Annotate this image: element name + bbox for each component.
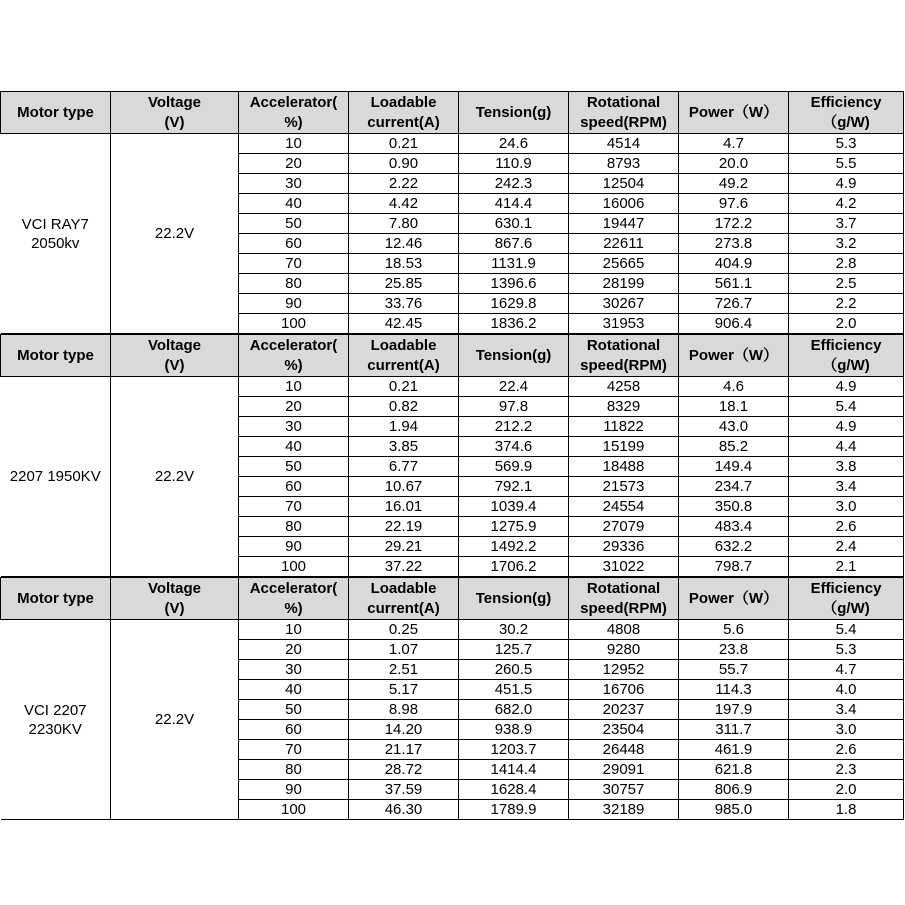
header-voltage: Voltage (V) bbox=[111, 335, 239, 377]
cell-efficiency: 2.6 bbox=[789, 740, 904, 760]
cell-tension: 451.5 bbox=[459, 680, 569, 700]
cell-speed: 16706 bbox=[569, 680, 679, 700]
cell-efficiency: 3.0 bbox=[789, 720, 904, 740]
cell-power: 197.9 bbox=[679, 700, 789, 720]
cell-current: 37.59 bbox=[349, 780, 459, 800]
cell-power: 726.7 bbox=[679, 294, 789, 314]
motor-block-2 bbox=[0, 334, 904, 577]
cell-efficiency: 3.4 bbox=[789, 477, 904, 497]
cell-speed: 4808 bbox=[569, 620, 679, 640]
cell-current: 29.21 bbox=[349, 537, 459, 557]
cell-speed: 28199 bbox=[569, 274, 679, 294]
cell-tension: 1836.2 bbox=[459, 314, 569, 334]
cell-accelerator: 80 bbox=[239, 274, 349, 294]
cell-speed: 31022 bbox=[569, 557, 679, 577]
cell-power: 20.0 bbox=[679, 154, 789, 174]
cell-accelerator: 50 bbox=[239, 700, 349, 720]
header-efficiency: Efficiency （g/W) bbox=[789, 335, 904, 377]
cell-efficiency: 5.5 bbox=[789, 154, 904, 174]
cell-tension: 1039.4 bbox=[459, 497, 569, 517]
header-power: Power（W） bbox=[679, 578, 789, 620]
cell-current: 1.07 bbox=[349, 640, 459, 660]
cell-tension: 938.9 bbox=[459, 720, 569, 740]
cell-accelerator: 30 bbox=[239, 417, 349, 437]
cell-speed: 30267 bbox=[569, 294, 679, 314]
cell-speed: 4258 bbox=[569, 377, 679, 397]
cell-efficiency: 1.8 bbox=[789, 800, 904, 820]
header-tension: Tension(g) bbox=[459, 92, 569, 134]
header-current: Loadable current(A) bbox=[349, 335, 459, 377]
cell-efficiency: 4.2 bbox=[789, 194, 904, 214]
table-row bbox=[1, 620, 904, 640]
motor-voltage: 22.2V bbox=[111, 620, 239, 820]
header-row bbox=[1, 578, 904, 620]
cell-efficiency: 4.0 bbox=[789, 680, 904, 700]
cell-speed: 16006 bbox=[569, 194, 679, 214]
header-current: Loadable current(A) bbox=[349, 578, 459, 620]
motor-name: 2207 1950KV bbox=[1, 377, 111, 577]
cell-efficiency: 3.0 bbox=[789, 497, 904, 517]
cell-efficiency: 2.0 bbox=[789, 314, 904, 334]
cell-accelerator: 50 bbox=[239, 214, 349, 234]
motor-name: VCI 2207 2230KV bbox=[1, 620, 111, 820]
cell-efficiency: 4.9 bbox=[789, 377, 904, 397]
cell-tension: 867.6 bbox=[459, 234, 569, 254]
cell-accelerator: 90 bbox=[239, 294, 349, 314]
header-tension: Tension(g) bbox=[459, 335, 569, 377]
cell-efficiency: 4.7 bbox=[789, 660, 904, 680]
cell-speed: 32189 bbox=[569, 800, 679, 820]
cell-accelerator: 30 bbox=[239, 660, 349, 680]
cell-current: 8.98 bbox=[349, 700, 459, 720]
header-motor-type: Motor type bbox=[1, 578, 111, 620]
cell-accelerator: 70 bbox=[239, 254, 349, 274]
cell-efficiency: 2.8 bbox=[789, 254, 904, 274]
cell-power: 172.2 bbox=[679, 214, 789, 234]
cell-current: 2.22 bbox=[349, 174, 459, 194]
cell-current: 33.76 bbox=[349, 294, 459, 314]
cell-accelerator: 10 bbox=[239, 620, 349, 640]
cell-accelerator: 20 bbox=[239, 397, 349, 417]
cell-tension: 682.0 bbox=[459, 700, 569, 720]
cell-speed: 8329 bbox=[569, 397, 679, 417]
cell-efficiency: 2.3 bbox=[789, 760, 904, 780]
cell-accelerator: 20 bbox=[239, 154, 349, 174]
header-speed: Rotational speed(RPM) bbox=[569, 335, 679, 377]
cell-accelerator: 10 bbox=[239, 377, 349, 397]
cell-speed: 19447 bbox=[569, 214, 679, 234]
cell-power: 5.6 bbox=[679, 620, 789, 640]
cell-current: 2.51 bbox=[349, 660, 459, 680]
cell-accelerator: 10 bbox=[239, 134, 349, 154]
cell-accelerator: 80 bbox=[239, 517, 349, 537]
cell-speed: 11822 bbox=[569, 417, 679, 437]
cell-power: 55.7 bbox=[679, 660, 789, 680]
cell-tension: 414.4 bbox=[459, 194, 569, 214]
cell-accelerator: 60 bbox=[239, 720, 349, 740]
header-power: Power（W） bbox=[679, 335, 789, 377]
cell-power: 97.6 bbox=[679, 194, 789, 214]
cell-tension: 24.6 bbox=[459, 134, 569, 154]
cell-current: 7.80 bbox=[349, 214, 459, 234]
cell-power: 4.7 bbox=[679, 134, 789, 154]
cell-efficiency: 4.9 bbox=[789, 174, 904, 194]
cell-power: 4.6 bbox=[679, 377, 789, 397]
cell-efficiency: 5.4 bbox=[789, 397, 904, 417]
header-efficiency: Efficiency （g/W) bbox=[789, 578, 904, 620]
cell-accelerator: 20 bbox=[239, 640, 349, 660]
cell-power: 350.8 bbox=[679, 497, 789, 517]
header-tension: Tension(g) bbox=[459, 578, 569, 620]
cell-current: 6.77 bbox=[349, 457, 459, 477]
cell-current: 0.90 bbox=[349, 154, 459, 174]
cell-accelerator: 60 bbox=[239, 234, 349, 254]
cell-tension: 30.2 bbox=[459, 620, 569, 640]
cell-speed: 25665 bbox=[569, 254, 679, 274]
header-speed: Rotational speed(RPM) bbox=[569, 578, 679, 620]
header-efficiency: Efficiency （g/W) bbox=[789, 92, 904, 134]
cell-tension: 1203.7 bbox=[459, 740, 569, 760]
cell-power: 985.0 bbox=[679, 800, 789, 820]
cell-power: 114.3 bbox=[679, 680, 789, 700]
cell-speed: 21573 bbox=[569, 477, 679, 497]
cell-accelerator: 40 bbox=[239, 437, 349, 457]
cell-tension: 1131.9 bbox=[459, 254, 569, 274]
cell-efficiency: 3.8 bbox=[789, 457, 904, 477]
cell-current: 10.67 bbox=[349, 477, 459, 497]
cell-tension: 97.8 bbox=[459, 397, 569, 417]
motor-test-spreadsheet bbox=[0, 91, 903, 818]
cell-tension: 1628.4 bbox=[459, 780, 569, 800]
cell-power: 234.7 bbox=[679, 477, 789, 497]
cell-power: 404.9 bbox=[679, 254, 789, 274]
cell-efficiency: 2.5 bbox=[789, 274, 904, 294]
cell-tension: 1629.8 bbox=[459, 294, 569, 314]
cell-current: 28.72 bbox=[349, 760, 459, 780]
cell-speed: 15199 bbox=[569, 437, 679, 457]
cell-tension: 1706.2 bbox=[459, 557, 569, 577]
cell-current: 21.17 bbox=[349, 740, 459, 760]
cell-current: 4.42 bbox=[349, 194, 459, 214]
cell-current: 5.17 bbox=[349, 680, 459, 700]
cell-current: 0.25 bbox=[349, 620, 459, 640]
motor-voltage: 22.2V bbox=[111, 377, 239, 577]
cell-current: 25.85 bbox=[349, 274, 459, 294]
cell-tension: 260.5 bbox=[459, 660, 569, 680]
cell-accelerator: 50 bbox=[239, 457, 349, 477]
cell-power: 23.8 bbox=[679, 640, 789, 660]
cell-accelerator: 70 bbox=[239, 497, 349, 517]
cell-accelerator: 90 bbox=[239, 780, 349, 800]
cell-power: 18.1 bbox=[679, 397, 789, 417]
cell-speed: 9280 bbox=[569, 640, 679, 660]
cell-efficiency: 4.4 bbox=[789, 437, 904, 457]
header-row bbox=[1, 92, 904, 134]
table-row bbox=[1, 377, 904, 397]
cell-current: 16.01 bbox=[349, 497, 459, 517]
header-accelerator: Accelerator( %) bbox=[239, 92, 349, 134]
cell-current: 42.45 bbox=[349, 314, 459, 334]
header-row bbox=[1, 335, 904, 377]
cell-power: 85.2 bbox=[679, 437, 789, 457]
cell-tension: 792.1 bbox=[459, 477, 569, 497]
cell-tension: 110.9 bbox=[459, 154, 569, 174]
cell-power: 483.4 bbox=[679, 517, 789, 537]
cell-speed: 30757 bbox=[569, 780, 679, 800]
cell-speed: 24554 bbox=[569, 497, 679, 517]
header-voltage: Voltage (V) bbox=[111, 578, 239, 620]
cell-speed: 18488 bbox=[569, 457, 679, 477]
cell-tension: 1789.9 bbox=[459, 800, 569, 820]
cell-speed: 12504 bbox=[569, 174, 679, 194]
cell-speed: 8793 bbox=[569, 154, 679, 174]
cell-power: 273.8 bbox=[679, 234, 789, 254]
header-accelerator: Accelerator( %) bbox=[239, 578, 349, 620]
header-current: Loadable current(A) bbox=[349, 92, 459, 134]
cell-accelerator: 70 bbox=[239, 740, 349, 760]
header-speed: Rotational speed(RPM) bbox=[569, 92, 679, 134]
cell-tension: 1492.2 bbox=[459, 537, 569, 557]
cell-tension: 212.2 bbox=[459, 417, 569, 437]
cell-current: 1.94 bbox=[349, 417, 459, 437]
cell-speed: 29091 bbox=[569, 760, 679, 780]
cell-tension: 242.3 bbox=[459, 174, 569, 194]
cell-current: 46.30 bbox=[349, 800, 459, 820]
cell-tension: 1275.9 bbox=[459, 517, 569, 537]
cell-tension: 630.1 bbox=[459, 214, 569, 234]
cell-speed: 22611 bbox=[569, 234, 679, 254]
cell-current: 14.20 bbox=[349, 720, 459, 740]
cell-accelerator: 100 bbox=[239, 557, 349, 577]
cell-efficiency: 3.2 bbox=[789, 234, 904, 254]
cell-efficiency: 2.1 bbox=[789, 557, 904, 577]
cell-power: 149.4 bbox=[679, 457, 789, 477]
cell-power: 43.0 bbox=[679, 417, 789, 437]
header-accelerator: Accelerator( %) bbox=[239, 335, 349, 377]
cell-speed: 12952 bbox=[569, 660, 679, 680]
motor-block-1 bbox=[0, 91, 904, 334]
cell-efficiency: 5.3 bbox=[789, 640, 904, 660]
cell-current: 0.82 bbox=[349, 397, 459, 417]
cell-current: 0.21 bbox=[349, 377, 459, 397]
cell-accelerator: 100 bbox=[239, 800, 349, 820]
cell-speed: 23504 bbox=[569, 720, 679, 740]
cell-accelerator: 80 bbox=[239, 760, 349, 780]
motor-block-3 bbox=[0, 577, 904, 820]
cell-tension: 1396.6 bbox=[459, 274, 569, 294]
header-voltage: Voltage (V) bbox=[111, 92, 239, 134]
cell-tension: 569.9 bbox=[459, 457, 569, 477]
cell-current: 37.22 bbox=[349, 557, 459, 577]
cell-power: 806.9 bbox=[679, 780, 789, 800]
cell-tension: 125.7 bbox=[459, 640, 569, 660]
cell-power: 621.8 bbox=[679, 760, 789, 780]
cell-power: 632.2 bbox=[679, 537, 789, 557]
cell-current: 0.21 bbox=[349, 134, 459, 154]
cell-efficiency: 5.3 bbox=[789, 134, 904, 154]
cell-efficiency: 3.4 bbox=[789, 700, 904, 720]
cell-accelerator: 40 bbox=[239, 194, 349, 214]
cell-current: 22.19 bbox=[349, 517, 459, 537]
cell-speed: 31953 bbox=[569, 314, 679, 334]
cell-accelerator: 30 bbox=[239, 174, 349, 194]
header-motor-type: Motor type bbox=[1, 92, 111, 134]
cell-power: 311.7 bbox=[679, 720, 789, 740]
cell-speed: 4514 bbox=[569, 134, 679, 154]
cell-efficiency: 2.0 bbox=[789, 780, 904, 800]
cell-tension: 374.6 bbox=[459, 437, 569, 457]
cell-tension: 1414.4 bbox=[459, 760, 569, 780]
cell-efficiency: 5.4 bbox=[789, 620, 904, 640]
cell-efficiency: 4.9 bbox=[789, 417, 904, 437]
motor-voltage: 22.2V bbox=[111, 134, 239, 334]
cell-power: 561.1 bbox=[679, 274, 789, 294]
cell-speed: 26448 bbox=[569, 740, 679, 760]
cell-accelerator: 100 bbox=[239, 314, 349, 334]
cell-power: 461.9 bbox=[679, 740, 789, 760]
cell-efficiency: 2.6 bbox=[789, 517, 904, 537]
cell-current: 3.85 bbox=[349, 437, 459, 457]
motor-name: VCI RAY7 2050kv bbox=[1, 134, 111, 334]
cell-tension: 22.4 bbox=[459, 377, 569, 397]
header-motor-type: Motor type bbox=[1, 335, 111, 377]
cell-power: 906.4 bbox=[679, 314, 789, 334]
cell-efficiency: 2.4 bbox=[789, 537, 904, 557]
cell-accelerator: 60 bbox=[239, 477, 349, 497]
cell-efficiency: 2.2 bbox=[789, 294, 904, 314]
cell-power: 49.2 bbox=[679, 174, 789, 194]
table-row bbox=[1, 134, 904, 154]
header-power: Power（W） bbox=[679, 92, 789, 134]
cell-speed: 27079 bbox=[569, 517, 679, 537]
cell-speed: 20237 bbox=[569, 700, 679, 720]
cell-power: 798.7 bbox=[679, 557, 789, 577]
cell-current: 12.46 bbox=[349, 234, 459, 254]
cell-accelerator: 90 bbox=[239, 537, 349, 557]
cell-current: 18.53 bbox=[349, 254, 459, 274]
cell-accelerator: 40 bbox=[239, 680, 349, 700]
cell-efficiency: 3.7 bbox=[789, 214, 904, 234]
cell-speed: 29336 bbox=[569, 537, 679, 557]
